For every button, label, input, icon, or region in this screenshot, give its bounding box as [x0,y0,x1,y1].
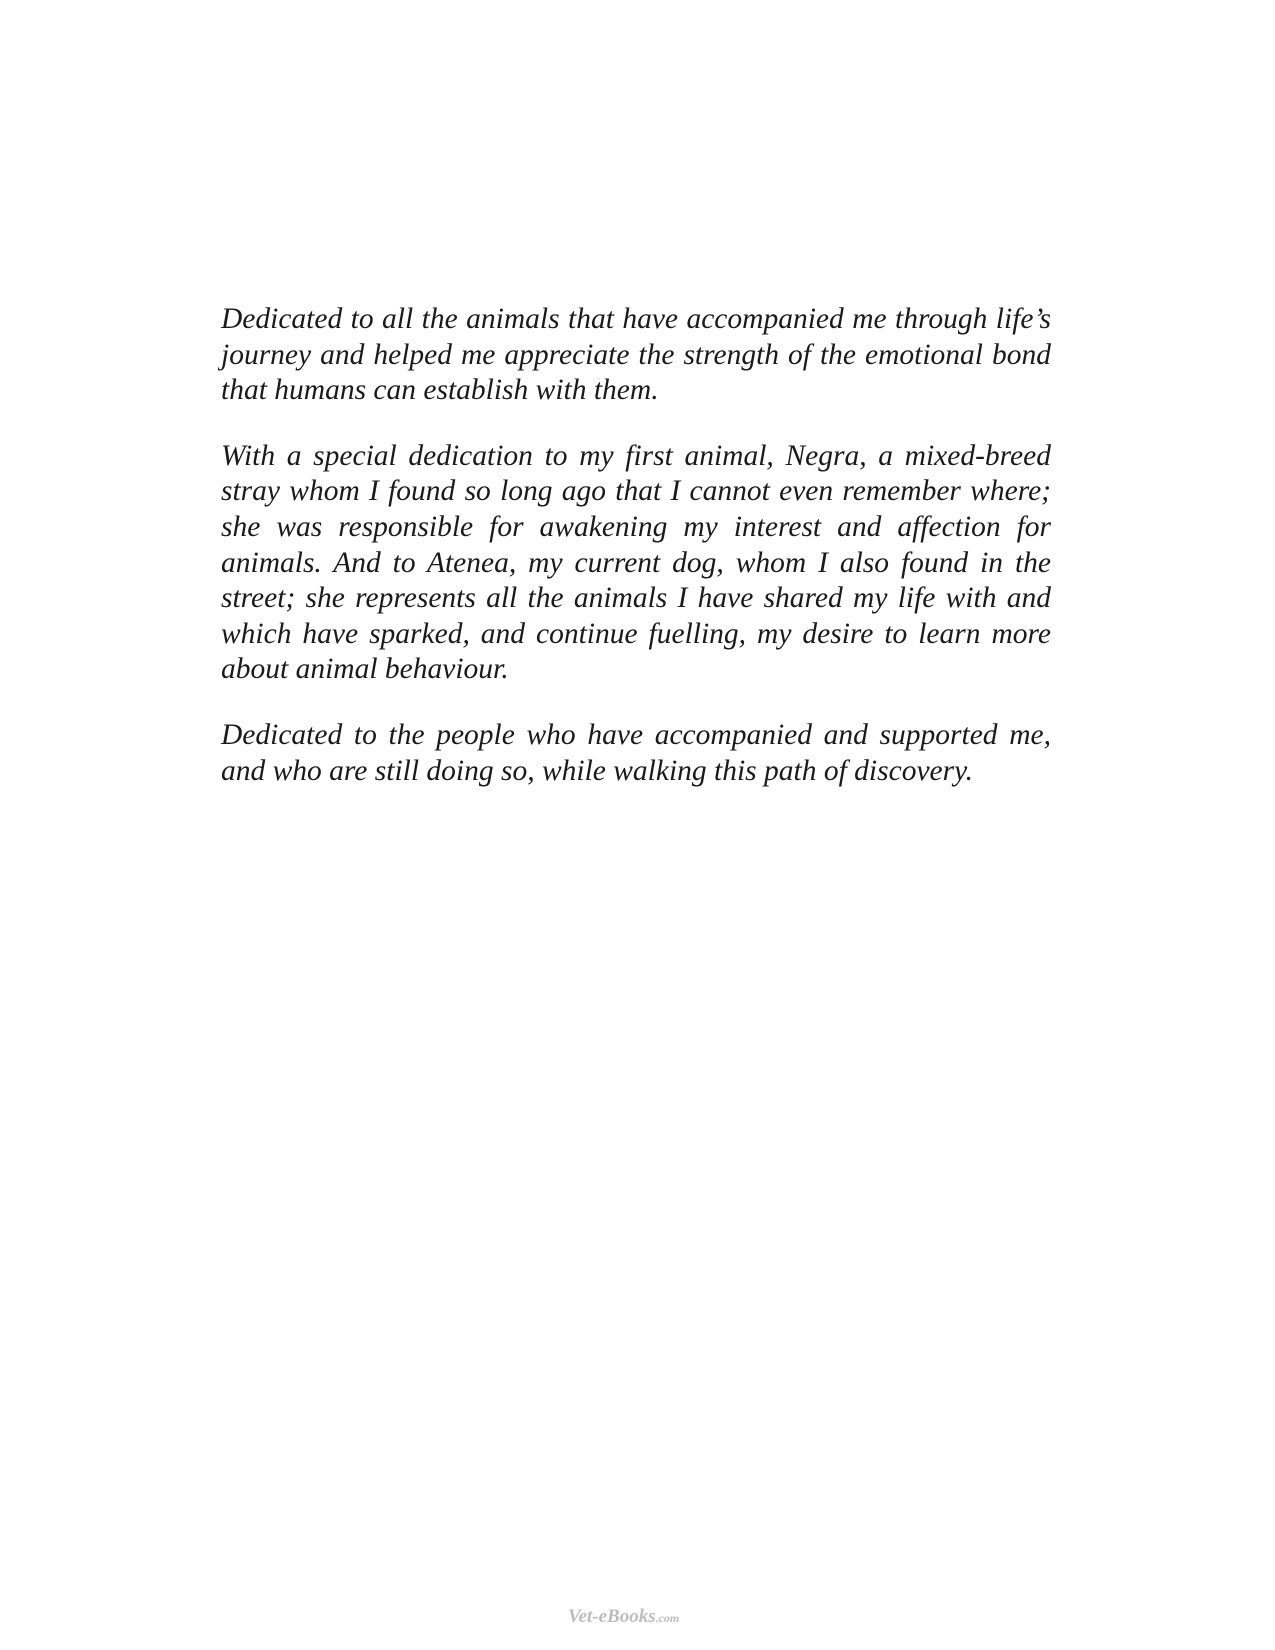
dedication-paragraph-people: Dedicated to the people who have accompanied and supported me, and who are still doing so, while walking this path of discovery. [221,718,1051,787]
vet-ebooks-watermark [568,1606,679,1628]
watermark-name: Vet-eBooks [568,1606,656,1627]
dedication-paragraph-animals: Dedicated to all the animals that have accompanied me through life’s journey and helped me appreciate the strength of the emotional bond that humans can establish with them. [221,303,1051,407]
dedication-paragraph-negra-atenea: With a special dedication to my first animal, Negra, a mixed-breed stray whom I found so long ago that I cannot even remember where; she was responsible for awakening my interest and affection for animals. And to Atenea, my current dog, whom I also found in the street; she represents all the animals I have shared my life with and which have sparked, and continue fuelling, my desire to learn more about animal behaviour. [221,439,1051,686]
watermark-domain: .com [655,1611,680,1625]
dedication-text [221,302,1051,819]
